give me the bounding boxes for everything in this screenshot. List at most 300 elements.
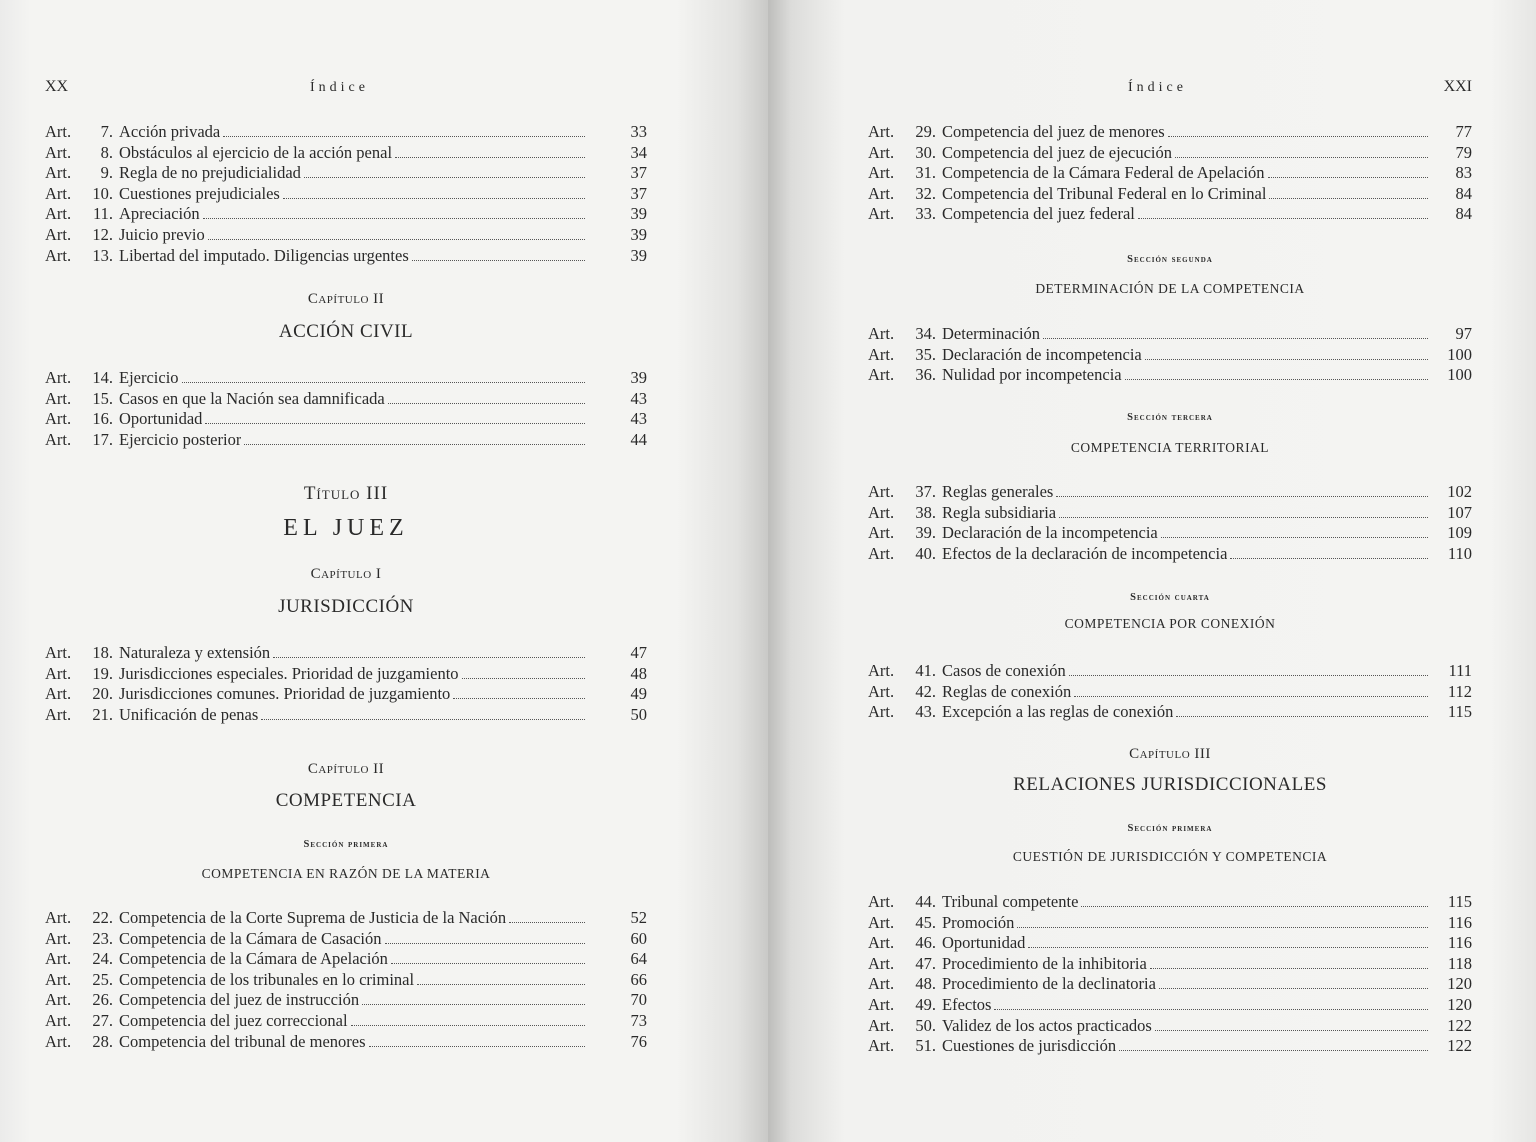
dot-leader (1161, 537, 1428, 538)
article-abbrev: Art. (45, 388, 72, 408)
entry-title: Jurisdicciones especiales. Prioridad de juzgamiento (119, 663, 459, 683)
article-number: 49. (915, 994, 936, 1014)
article-number: 51. (915, 1036, 936, 1056)
entry-page: 52 (630, 908, 647, 927)
dot-leader (1074, 696, 1428, 697)
index-entry (45, 970, 647, 991)
dot-leader (205, 423, 585, 424)
article-number: 27. (92, 1010, 113, 1030)
article-abbrev: Art. (868, 502, 895, 522)
entry-title: Regla de no prejudicialidad (119, 163, 301, 183)
index-entry (868, 913, 1472, 934)
entry-title: Cuestiones prejudiciales (119, 183, 280, 203)
entry-list (868, 482, 1472, 564)
article-abbrev: Art. (868, 204, 895, 224)
dot-leader (1269, 198, 1428, 199)
index-entry (868, 482, 1472, 503)
article-abbrev: Art. (868, 912, 895, 932)
article-number: 32. (915, 183, 936, 203)
article-number: 16. (92, 409, 113, 429)
article-abbrev: Art. (45, 643, 72, 662)
page-header (45, 78, 647, 100)
article-number: 25. (92, 969, 113, 989)
entry-page: 115 (1447, 892, 1472, 911)
entry-page: 39 (630, 245, 647, 265)
article-abbrev: Art. (868, 702, 895, 722)
article-abbrev: Art. (45, 409, 72, 429)
article-abbrev: Art. (868, 344, 895, 364)
index-entry (868, 1016, 1472, 1037)
dot-leader (351, 1025, 585, 1026)
index-entry (45, 163, 647, 184)
article-abbrev: Art. (868, 365, 895, 385)
entry-list (868, 324, 1472, 386)
section-name: COMPETENCIA POR CONEXIÓN (1064, 616, 1276, 631)
section-label: Sección tercera (1127, 412, 1213, 423)
article-number: 41. (915, 661, 936, 680)
index-entry (45, 1011, 647, 1032)
index-entry (45, 929, 647, 950)
entry-page: 122 (1447, 1015, 1472, 1035)
article-number: 15. (92, 388, 113, 408)
article-number: 10. (92, 183, 113, 203)
entry-title: Declaración de incompetencia (942, 344, 1142, 364)
entry-title: Reglas generales (942, 482, 1054, 501)
article-abbrev: Art. (45, 908, 72, 927)
entry-title: Acción privada (119, 122, 221, 141)
entry-title: Determinación (942, 324, 1041, 343)
entry-page: 34 (630, 142, 647, 162)
entry-page: 73 (630, 1010, 647, 1030)
article-abbrev: Art. (868, 122, 895, 141)
entry-page: 39 (630, 204, 647, 224)
article-number: 40. (915, 543, 936, 563)
article-abbrev: Art. (45, 368, 72, 387)
index-entry (45, 1032, 647, 1053)
dot-leader (1268, 177, 1428, 178)
index-entry (45, 122, 647, 143)
dot-leader (261, 719, 585, 720)
entry-list (45, 908, 647, 1052)
index-entry (45, 204, 647, 225)
index-entry (45, 908, 647, 929)
article-number: 29. (915, 122, 936, 141)
entry-page: 84 (1455, 204, 1472, 224)
entry-list (45, 643, 647, 725)
article-number: 23. (92, 928, 113, 948)
dot-leader (385, 943, 585, 944)
entry-page: 49 (630, 684, 647, 704)
entry-page: 84 (1455, 183, 1472, 203)
article-abbrev: Art. (45, 122, 72, 141)
dot-leader (223, 136, 585, 137)
article-number: 22. (92, 908, 113, 927)
entry-title: Efectos (942, 994, 992, 1014)
article-number: 20. (92, 684, 113, 704)
entry-page: 39 (630, 224, 647, 244)
article-number: 36. (915, 365, 936, 385)
article-number: 18. (92, 643, 113, 662)
index-entry (868, 122, 1472, 143)
entry-title: Competencia del Tribunal Federal en lo Criminal (942, 183, 1267, 203)
entry-title: Competencia del juez federal (942, 204, 1135, 224)
right-page (768, 0, 1536, 1142)
dot-leader (1119, 1050, 1428, 1051)
dot-leader (1017, 927, 1428, 928)
article-number: 8. (100, 142, 113, 162)
dot-leader (244, 444, 585, 445)
entry-title: Reglas de conexión (942, 681, 1072, 701)
dot-leader (362, 1004, 585, 1005)
dot-leader (1138, 218, 1428, 219)
section-label: Sección primera (303, 839, 389, 850)
index-entry (868, 1036, 1472, 1057)
entry-page: 122 (1447, 1036, 1472, 1056)
section-name: DETERMINACIÓN DE LA COMPETENCIA (1035, 281, 1305, 296)
dot-leader (453, 698, 585, 699)
article-abbrev: Art. (868, 994, 895, 1014)
index-entry (868, 661, 1472, 682)
entry-title: Competencia de los tribunales en lo criminal (119, 969, 415, 989)
index-entry (868, 933, 1472, 954)
article-abbrev: Art. (45, 1031, 72, 1051)
index-entry (868, 143, 1472, 164)
entry-page: 102 (1447, 482, 1472, 501)
entry-page: 100 (1447, 344, 1472, 364)
entry-title: Declaración de la incompetencia (942, 523, 1158, 543)
article-abbrev: Art. (868, 142, 895, 162)
dot-leader (1155, 1030, 1428, 1031)
left-page-content (45, 0, 647, 1142)
article-number: 24. (92, 949, 113, 969)
index-entry (45, 643, 647, 664)
article-number: 33. (915, 204, 936, 224)
index-entry (45, 409, 647, 430)
index-entry (45, 184, 647, 205)
article-number: 14. (92, 368, 113, 387)
index-entry (868, 163, 1472, 184)
article-number: 31. (915, 163, 936, 183)
entry-title: Validez de los actos practicados (942, 1015, 1152, 1035)
entry-title: Unificación de penas (119, 704, 259, 724)
section-name: COMPETENCIA EN RAZÓN DE LA MATERIA (201, 866, 491, 881)
entry-title: Naturaleza y extensión (119, 643, 271, 662)
article-number: 17. (92, 429, 113, 449)
dot-leader (304, 177, 585, 178)
dot-leader (412, 260, 585, 261)
article-abbrev: Art. (868, 163, 895, 183)
entry-title: Competencia de la Cámara de Apelación (119, 949, 388, 969)
entry-page: 37 (630, 183, 647, 203)
article-abbrev: Art. (868, 523, 895, 543)
article-number: 35. (915, 344, 936, 364)
dot-leader (1168, 136, 1428, 137)
dot-leader (1145, 359, 1428, 360)
entry-page: 97 (1455, 324, 1472, 343)
dot-leader (1230, 558, 1428, 559)
dot-leader (1056, 496, 1428, 497)
index-entry (868, 892, 1472, 913)
article-abbrev: Art. (45, 663, 72, 683)
entry-list (868, 122, 1472, 225)
dot-leader (1175, 157, 1428, 158)
section-label: Sección segunda (1127, 254, 1213, 265)
entry-title: Ejercicio (119, 368, 179, 387)
article-number: 13. (92, 245, 113, 265)
article-abbrev: Art. (868, 681, 895, 701)
article-abbrev: Art. (868, 1015, 895, 1035)
article-number: 50. (915, 1015, 936, 1035)
entry-page: 100 (1447, 365, 1472, 385)
entry-page: 66 (630, 969, 647, 989)
entry-title: Regla subsidiaria (942, 502, 1057, 522)
chapter-label: Capítulo II (307, 761, 385, 777)
entry-title: Competencia de la Corte Suprema de Justicia de la Nación (119, 908, 507, 927)
entry-title: Procedimiento de la declinatoria (942, 974, 1156, 994)
index-entry (45, 990, 647, 1011)
index-entry (45, 664, 647, 685)
entry-page: 43 (630, 409, 647, 429)
entry-title: Procedimiento de la inhibitoria (942, 953, 1147, 973)
article-abbrev: Art. (868, 661, 895, 680)
entry-page: 116 (1447, 912, 1472, 932)
index-entry (868, 204, 1472, 225)
chapter-label: Capítulo III (1129, 746, 1211, 762)
entry-page: 79 (1455, 142, 1472, 162)
entry-title: Obstáculos al ejercicio de la acción penal (119, 142, 393, 162)
article-number: 42. (915, 681, 936, 701)
page-header (868, 78, 1472, 100)
right-page-content (868, 0, 1472, 1142)
entry-page: 33 (630, 122, 647, 141)
entry-title: Competencia de la Cámara de Casación (119, 928, 382, 948)
article-number: 7. (100, 122, 113, 141)
chapter-label: Capítulo II (307, 291, 385, 307)
dot-leader (1069, 675, 1428, 676)
chapter-name: ACCIÓN CIVIL (278, 321, 414, 342)
entry-page: 47 (630, 643, 647, 662)
dot-leader (994, 1009, 1428, 1010)
section-name: COMPETENCIA TERRITORIAL (1070, 440, 1270, 455)
article-abbrev: Art. (868, 183, 895, 203)
entry-title: Tribunal competente (942, 892, 1079, 911)
article-abbrev: Art. (45, 163, 72, 183)
article-number: 43. (915, 702, 936, 722)
dot-leader (1028, 947, 1428, 948)
index-entry (868, 702, 1472, 723)
entry-title: Competencia del juez de ejecución (942, 142, 1172, 162)
entry-list (868, 661, 1472, 723)
entry-title: Oportunidad (942, 933, 1026, 953)
index-entry (868, 503, 1472, 524)
entry-page: 44 (630, 429, 647, 449)
entry-list (868, 892, 1472, 1057)
entry-page: 50 (630, 704, 647, 724)
article-abbrev: Art. (45, 142, 72, 162)
index-entry (868, 544, 1472, 565)
entry-page: 76 (630, 1031, 647, 1051)
dot-leader (1081, 906, 1428, 907)
entry-page: 70 (630, 990, 647, 1010)
running-title: Índice (1128, 80, 1187, 95)
article-abbrev: Art. (45, 928, 72, 948)
entry-page: 60 (630, 928, 647, 948)
article-number: 30. (915, 142, 936, 162)
dot-leader (203, 218, 585, 219)
entry-page: 118 (1447, 953, 1472, 973)
dot-leader (1159, 988, 1428, 989)
article-abbrev: Art. (45, 704, 72, 724)
index-entry (868, 523, 1472, 544)
dot-leader (509, 922, 585, 923)
index-entry (45, 705, 647, 726)
article-abbrev: Art. (868, 482, 895, 501)
entry-title: Libertad del imputado. Diligencias urgentes (119, 245, 409, 265)
entry-page: 116 (1447, 933, 1472, 953)
index-entry (868, 682, 1472, 703)
article-abbrev: Art. (45, 969, 72, 989)
article-number: 48. (915, 974, 936, 994)
page-number: XXI (1443, 78, 1472, 95)
entry-title: Competencia del juez de instrucción (119, 990, 360, 1010)
index-entry (868, 184, 1472, 205)
entry-title: Efectos de la declaración de incompetencia (942, 543, 1228, 563)
entry-title: Apreciación (119, 204, 200, 224)
article-abbrev: Art. (868, 324, 895, 343)
article-number: 44. (915, 892, 936, 911)
index-entry (45, 949, 647, 970)
chapter-name: JURISDICCIÓN (278, 596, 414, 617)
entry-page: 112 (1447, 681, 1472, 701)
dot-leader (182, 382, 585, 383)
article-abbrev: Art. (868, 953, 895, 973)
entry-title: Competencia del tribunal de menores (119, 1031, 366, 1051)
dot-leader (273, 657, 585, 658)
index-entry (45, 368, 647, 389)
entry-page: 107 (1447, 502, 1472, 522)
section-name: CUESTIÓN DE JURISDICCIÓN Y COMPETENCIA (1012, 849, 1328, 864)
article-abbrev: Art. (868, 933, 895, 953)
index-entry (45, 143, 647, 164)
entry-page: 48 (630, 663, 647, 683)
entry-page: 39 (630, 368, 647, 387)
entry-title: Competencia del juez de menores (942, 122, 1165, 141)
dot-leader (462, 678, 585, 679)
chapter-name: COMPETENCIA (275, 790, 417, 811)
entry-page: 110 (1447, 543, 1472, 563)
index-entry (45, 389, 647, 410)
dot-leader (369, 1046, 585, 1047)
entry-title: Promoción (942, 912, 1015, 932)
article-number: 37. (915, 482, 936, 501)
index-entry (868, 954, 1472, 975)
article-abbrev: Art. (868, 974, 895, 994)
chapter-name: RELACIONES JURISDICCIONALES (1013, 774, 1327, 795)
article-number: 26. (92, 990, 113, 1010)
entry-title: Oportunidad (119, 409, 203, 429)
article-number: 38. (915, 502, 936, 522)
entry-title: Competencia de la Cámara Federal de Apelación (942, 163, 1265, 183)
dot-leader (417, 984, 585, 985)
article-abbrev: Art. (45, 183, 72, 203)
entry-title: Competencia del juez correccional (119, 1010, 348, 1030)
section-label: Sección primera (1127, 823, 1213, 834)
article-abbrev: Art. (45, 204, 72, 224)
index-entry (868, 324, 1472, 345)
entry-page: 111 (1448, 661, 1472, 680)
article-abbrev: Art. (45, 949, 72, 969)
article-abbrev: Art. (45, 684, 72, 704)
running-title: Índice (310, 80, 369, 95)
entry-page: 120 (1447, 974, 1472, 994)
article-number: 28. (92, 1031, 113, 1051)
article-number: 47. (915, 953, 936, 973)
article-number: 9. (100, 163, 113, 183)
dot-leader (1176, 716, 1428, 717)
index-entry (868, 974, 1472, 995)
dot-leader (1059, 517, 1428, 518)
article-number: 39. (915, 523, 936, 543)
index-entry (868, 365, 1472, 386)
article-abbrev: Art. (45, 990, 72, 1010)
entry-page: 109 (1447, 523, 1472, 543)
article-abbrev: Art. (45, 429, 72, 449)
article-number: 46. (915, 933, 936, 953)
dot-leader (391, 963, 585, 964)
article-abbrev: Art. (868, 543, 895, 563)
index-entry (45, 225, 647, 246)
entry-title: Casos de conexión (942, 661, 1066, 680)
entry-title: Casos en que la Nación sea damnificada (119, 388, 385, 408)
dot-leader (283, 198, 585, 199)
section-label: Sección cuarta (1130, 592, 1210, 603)
entry-page: 83 (1455, 163, 1472, 183)
dot-leader (1043, 338, 1428, 339)
dot-leader (1150, 968, 1428, 969)
index-entry (868, 345, 1472, 366)
page-number: XX (45, 78, 69, 95)
index-entry (45, 246, 647, 267)
entry-page: 37 (630, 163, 647, 183)
article-abbrev: Art. (868, 1036, 895, 1056)
dot-leader (208, 239, 585, 240)
entry-title: Excepción a las reglas de conexión (942, 702, 1174, 722)
index-entry (45, 430, 647, 451)
entry-list (45, 368, 647, 450)
entry-title: Cuestiones de jurisdicción (942, 1036, 1117, 1056)
entry-page: 64 (630, 949, 647, 969)
article-number: 34. (915, 324, 936, 343)
article-abbrev: Art. (45, 1010, 72, 1030)
article-number: 19. (92, 663, 113, 683)
chapter-label: Capítulo I (310, 566, 382, 582)
entry-title: Ejercicio posterior (119, 429, 242, 449)
article-number: 45. (915, 912, 936, 932)
entry-title: Nulidad por incompetencia (942, 365, 1122, 385)
dot-leader (388, 403, 585, 404)
title-label: Título III (303, 483, 389, 504)
entry-page: 77 (1455, 122, 1472, 141)
article-number: 11. (92, 204, 113, 224)
entry-list (45, 122, 647, 266)
article-abbrev: Art. (868, 892, 895, 911)
article-number: 12. (92, 224, 113, 244)
index-entry (45, 684, 647, 705)
entry-page: 120 (1447, 994, 1472, 1014)
article-abbrev: Art. (45, 245, 72, 265)
entry-page: 43 (630, 388, 647, 408)
article-abbrev: Art. (45, 224, 72, 244)
